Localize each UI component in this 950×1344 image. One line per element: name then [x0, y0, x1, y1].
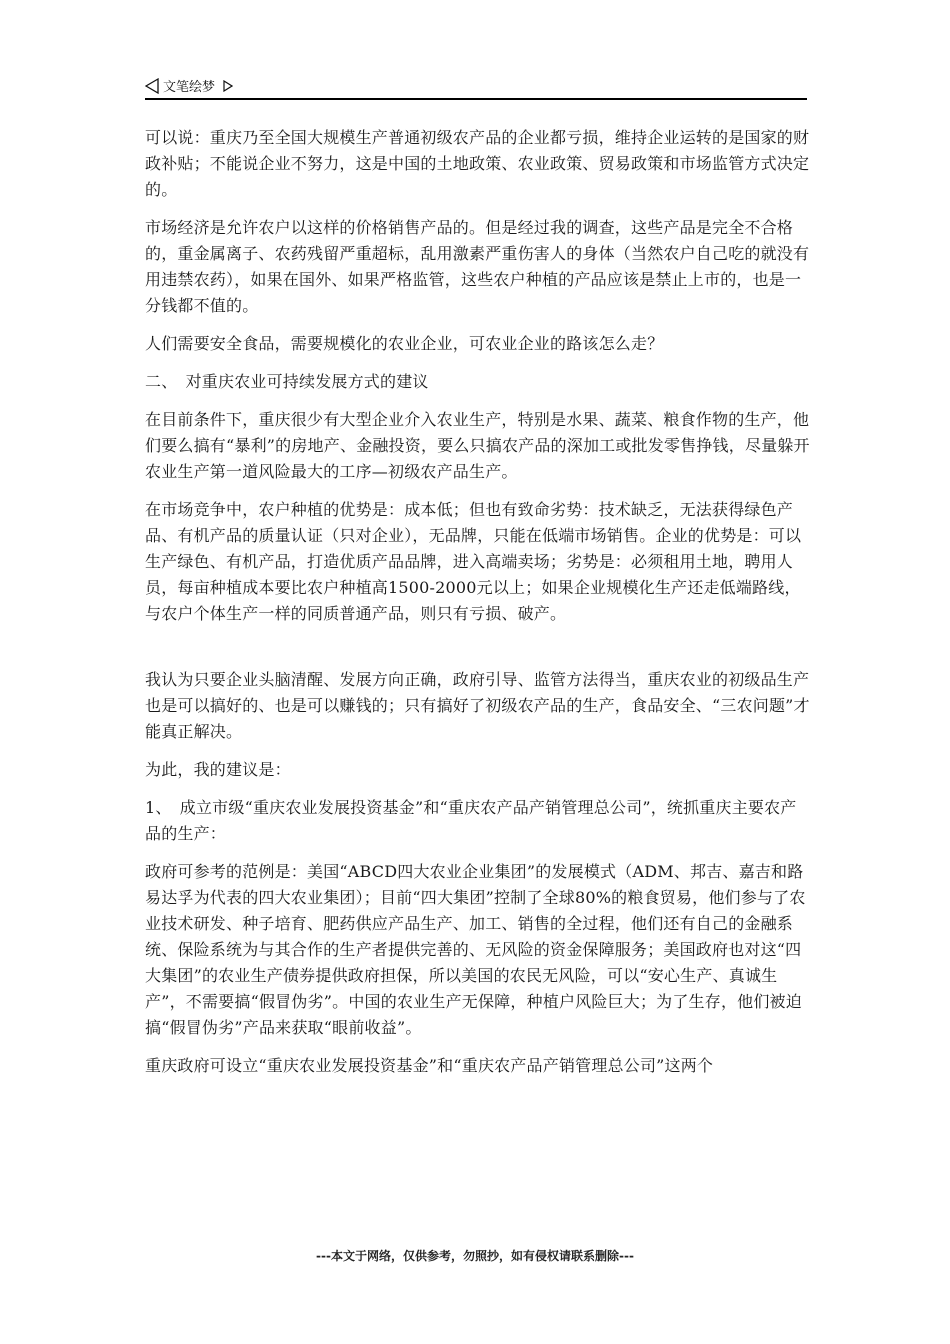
right-triangle-icon	[223, 80, 233, 92]
list-item-1: 1、 成立市级“重庆农业发展投资基金”和“重庆农产品产销管理总公司”，统抓重庆主要农产品的生产：	[145, 798, 797, 843]
brand-name: 文笔绘梦	[163, 80, 216, 95]
left-triangle-icon	[145, 78, 159, 94]
paragraph-3: 人们需要安全食品，需要规模化的农业企业，可农业企业的路该怎么走？	[145, 334, 664, 353]
document-body	[145, 125, 810, 1091]
paragraph-8: 政府可参考的范例是：美国“ABCD四大农业企业集团”的发展模式（ADM、邦吉、嘉吉和路易达孚为代表的四大农业集团）；目前“四大集团”控制了全球80%的粮食贸易，他们参与了农业技术研发、种子培育、肥药供应产品生产、加工、销售的全过程，他们还有自己的金融系统、保险系统为与其合作的生产者提供完善的、无风险的资金保障服务；美国政府也对这“四大集团”的农业生产债券提供政府担保，所以美国的农民无风险，可以“安心生产、真诚生产”，不需要搞“假冒伪劣”。中国的农业生产无保障，种植户风险巨大；为了生存，他们被迫搞“假冒伪劣”产品来获取“眼前收益”。	[145, 862, 806, 1037]
paragraph-2: 市场经济是允许农户以这样的价格销售产品的。但是经过我的调查，这些产品是完全不合格的，重金属离子、农药残留严重超标，乱用激素严重伤害人的身体（当然农户自己吃的就没有用违禁农药），如果在国外、如果严格监管，这些农户种植的产品应该是禁止上市的，也是一分钱都不值的。	[145, 218, 810, 315]
page-header	[145, 72, 807, 100]
brand-logo	[145, 76, 233, 95]
paragraph-9: 重庆政府可设立“重庆农业发展投资基金”和“重庆农产品产销管理总公司”这两个	[145, 1056, 714, 1075]
paragraph-1: 可以说：重庆乃至全国大规模生产普通初级农产品的企业都亏损，维持企业运转的是国家的财政补贴；不能说企业不努力，这是中国的土地政策、农业政策、贸易政策和市场监管方式决定的。	[145, 128, 810, 199]
section-heading: 二、 对重庆农业可持续发展方式的建议	[145, 372, 429, 391]
paragraph-4: 在目前条件下，重庆很少有大型企业介入农业生产，特别是水果、蔬菜、粮食作物的生产，他们要么搞有“暴利”的房地产、金融投资，要么只搞农产品的深加工或批发零售挣钱，尽量躲开农业生产第一道风险最大的工序—初级农产品生产。	[145, 410, 810, 481]
paragraph-5: 在市场竞争中，农户种植的优势是：成本低；但也有致命劣势：技术缺乏，无法获得绿色产品、有机产品的质量认证（只对企业），无品牌，只能在低端市场销售。企业的优势是：可以生产绿色、有机产品，打造优质产品品牌，进入高端卖场；劣势是：必须租用土地，聘用人员，每亩种植成本要比农户种植高1500-2000元以上；如果企业规模化生产还走低端路线，与农户个体生产一样的同质普通产品，则只有亏损、破产。	[145, 500, 802, 623]
paragraph-6: 我认为只要企业头脑清醒、发展方向正确，政府引导、监管方法得当，重庆农业的初级品生产也是可以搞好的、也是可以赚钱的；只有搞好了初级农产品的生产，食品安全、“三农问题”才能真正解决。	[145, 670, 810, 741]
page-footer: ---本文于网络，仅供参考，勿照抄，如有侵权请联系删除---	[316, 1249, 634, 1263]
paragraph-7: 为此，我的建议是：	[145, 760, 291, 779]
